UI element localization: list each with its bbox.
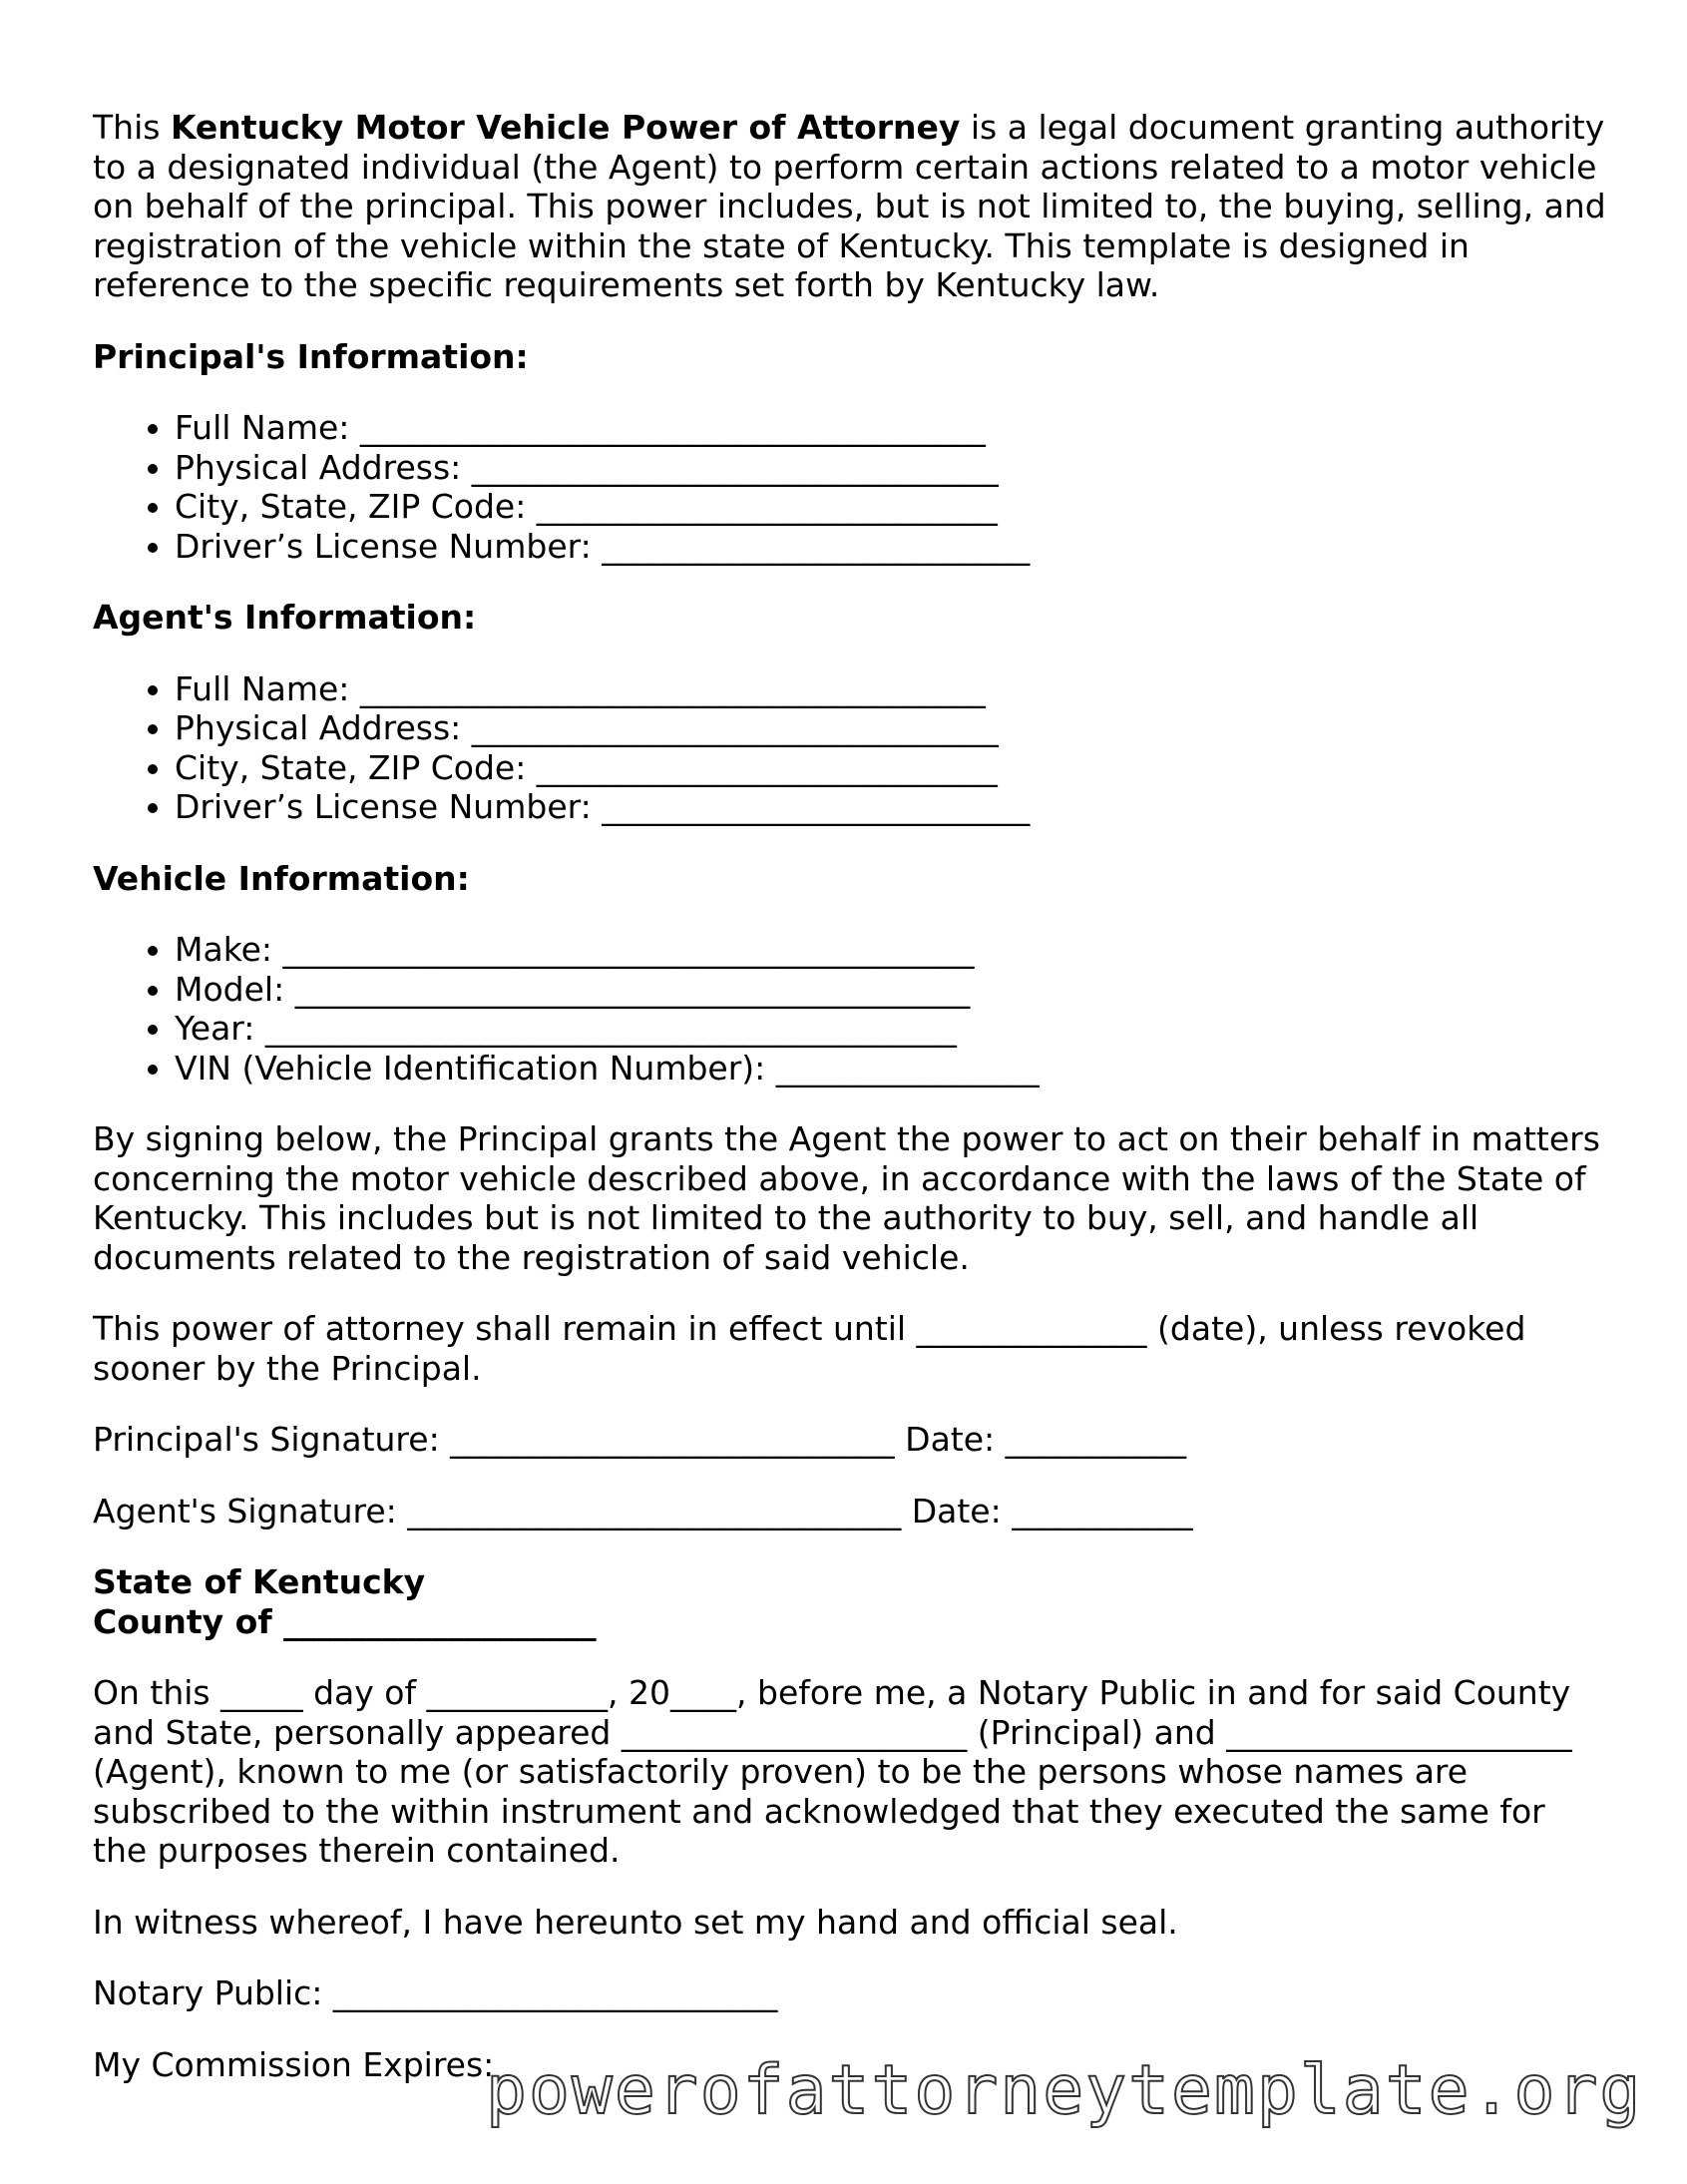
intro-paragraph — [93, 108, 1609, 305]
principal-city-field: • City, State, ZIP Code: ____________________________ — [175, 487, 1609, 527]
agent-signature-line: Agent's Signature: ______________________________ Date: ___________ — [93, 1491, 1193, 1530]
state-label: State of Kentucky — [93, 1562, 426, 1601]
principal-signature-line: Principal's Signature: ___________________________ Date: ___________ — [93, 1420, 1187, 1459]
notary-jurisdiction — [93, 1562, 1609, 1641]
effect-paragraph: This power of attorney shall remain in effect until ______________ (date), unless revoked sooner by the Principal. — [93, 1309, 1526, 1388]
intro-prefix: This — [93, 108, 171, 147]
agent-license-field: • Driver’s License Number: __________________________ — [175, 787, 1609, 827]
grant-paragraph: By signing below, the Principal grants the Agent the power to act on their behalf in matters concerning the motor vehicle described above, in accordance with the laws of the State of Kentucky. This includes but is not limited to the authority to buy, sell, and handle all documents related to the registration of said vehicle. — [93, 1119, 1600, 1277]
commission-expires-line: My Commission Expires: — [93, 2044, 495, 2084]
document-title: Kentucky Motor Vehicle Power of Attorney — [170, 108, 961, 147]
vehicle-vin-field: • VIN (Vehicle Identification Number): ________________ — [175, 1049, 1609, 1089]
principal-heading: Principal's Information: — [93, 336, 529, 376]
watermark-text: powerofattorneytemplate.org — [486, 2051, 1643, 2130]
agent-city-field: • City, State, ZIP Code: ____________________________ — [175, 748, 1609, 788]
notary-paragraph: On this _____ day of ___________, 20____, before me, a Notary Public in and for said County and State, personally appeared _____________________ (Principal) and _____________________ (Agent), known to me (or satisfactorily proven) to be the persons whose names are subscribed to the within instrument and acknowledged that they executed the same for the purposes therein contained. — [93, 1673, 1572, 1870]
agent-full-name-field: • Full Name: ______________________________________ — [175, 669, 1609, 709]
vehicle-make-field: • Make: __________________________________________ — [175, 930, 1609, 970]
agent-heading: Agent's Information: — [93, 598, 477, 637]
notary-public-line: Notary Public: ___________________________ — [93, 1973, 778, 2012]
vehicle-heading: Vehicle Information: — [93, 858, 470, 898]
vehicle-model-field: • Model: _________________________________________ — [175, 970, 1609, 1010]
agent-address-field: • Physical Address: ________________________________ — [175, 708, 1609, 748]
document-body — [93, 108, 1609, 2116]
witness-statement: In witness whereof, I have hereunto set my hand and official seal. — [93, 1902, 1178, 1942]
vehicle-info-list — [93, 930, 1609, 1088]
principal-address-field: • Physical Address: ________________________________ — [175, 448, 1609, 488]
vehicle-year-field: • Year: __________________________________________ — [175, 1009, 1609, 1049]
principal-info-list — [93, 408, 1609, 566]
agent-info-list — [93, 669, 1609, 827]
county-label: County of ___________________ — [93, 1601, 597, 1641]
principal-license-field: • Driver’s License Number: __________________________ — [175, 527, 1609, 567]
intro-text: is a legal document granting authority to a designated individual (the Agent) to perform certain actions related to a motor vehicle on behalf of the principal. This power includes, but is not limited to, the buying, selling, and registration of the vehicle within the state of Kentucky. This template is designed in reference to the specific requirements set forth by Kentucky law. — [93, 108, 1606, 304]
principal-full-name-field: • Full Name: ______________________________________ — [175, 408, 1609, 448]
